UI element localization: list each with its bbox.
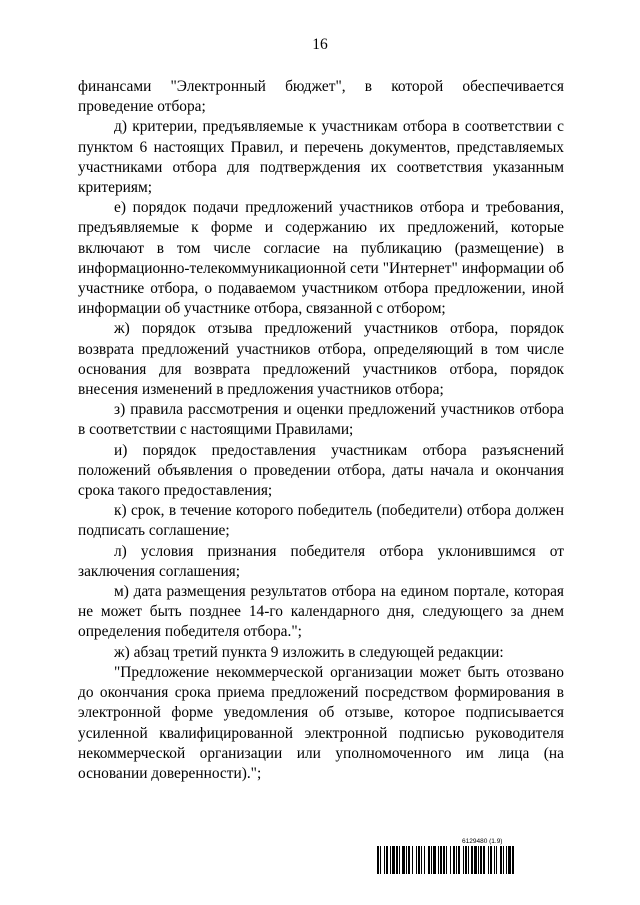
paragraph-continuation: финансами "Электронный бюджет", в которой обеспечивается проведение отбора; — [78, 78, 564, 116]
paragraph-item-m: м) дата размещения результатов отбора на едином портале, которая не может быть позднее 14-го календарного дня, следующего за днем определения победителя отбора."; — [78, 583, 564, 641]
paragraph-item-k: к) срок, в течение которого победитель (победители) отбора должен подписать соглашение; — [78, 502, 564, 540]
paragraph-amendment-quote: "Предложение некоммерческой организации может быть отозвано до окончания срока приема предложений посредством формирования в электронной форме уведомления об отзыве, которое подписывается усиленной квалифицированной электронной подписью руководителя некоммерческой организации или уполномоченного им лица (на основании доверенности)."; — [78, 663, 564, 782]
barcode-caption: 6129480 (1.9) — [462, 838, 503, 845]
paragraph-item-l: л) условия признания победителя отбора уклонившимся от заключения соглашения; — [78, 542, 564, 580]
paragraph-item-e: е) порядок подачи предложений участников отбора и требования, предъявляемые к форме и содержанию их предложений, которые включают в том числе согласие на публикацию (размещение) в информационно-телекоммуникационной сети "Интернет" информации об участнике отбора, о подаваемом участником отбора предложении, иной информации об участнике отбора, связанной с отбором; — [78, 199, 564, 318]
paragraph-amendment-zh: ж) абзац третий пункта 9 изложить в следующей редакции: — [114, 643, 504, 661]
paragraph-item-d: д) критерии, предъявляемые к участникам отбора в соответствии с пунктом 6 настоящих Правил, и перечень документов, представляемых участниками отбора для подтверждения их соответствия указанным критериям; — [78, 118, 564, 197]
page-number: 16 — [312, 36, 328, 53]
document-body — [78, 77, 564, 784]
paragraph-item-z: з) правила рассмотрения и оценки предложений участников отбора в соответствии с настоящими Правилами; — [78, 401, 564, 439]
paragraph-item-zh: ж) порядок отзыва предложений участников отбора, порядок возврата предложений участников отбора, определяющий в том числе основания для возврата предложений участников отбора, порядок внесения изменений в предложения участников отбора; — [78, 320, 564, 399]
paragraph-item-i: и) порядок предоставления участникам отбора разъяснений положений объявления о проведении отбора, даты начала и окончания срока такого предоставления; — [78, 441, 564, 500]
barcode-image — [377, 846, 577, 874]
